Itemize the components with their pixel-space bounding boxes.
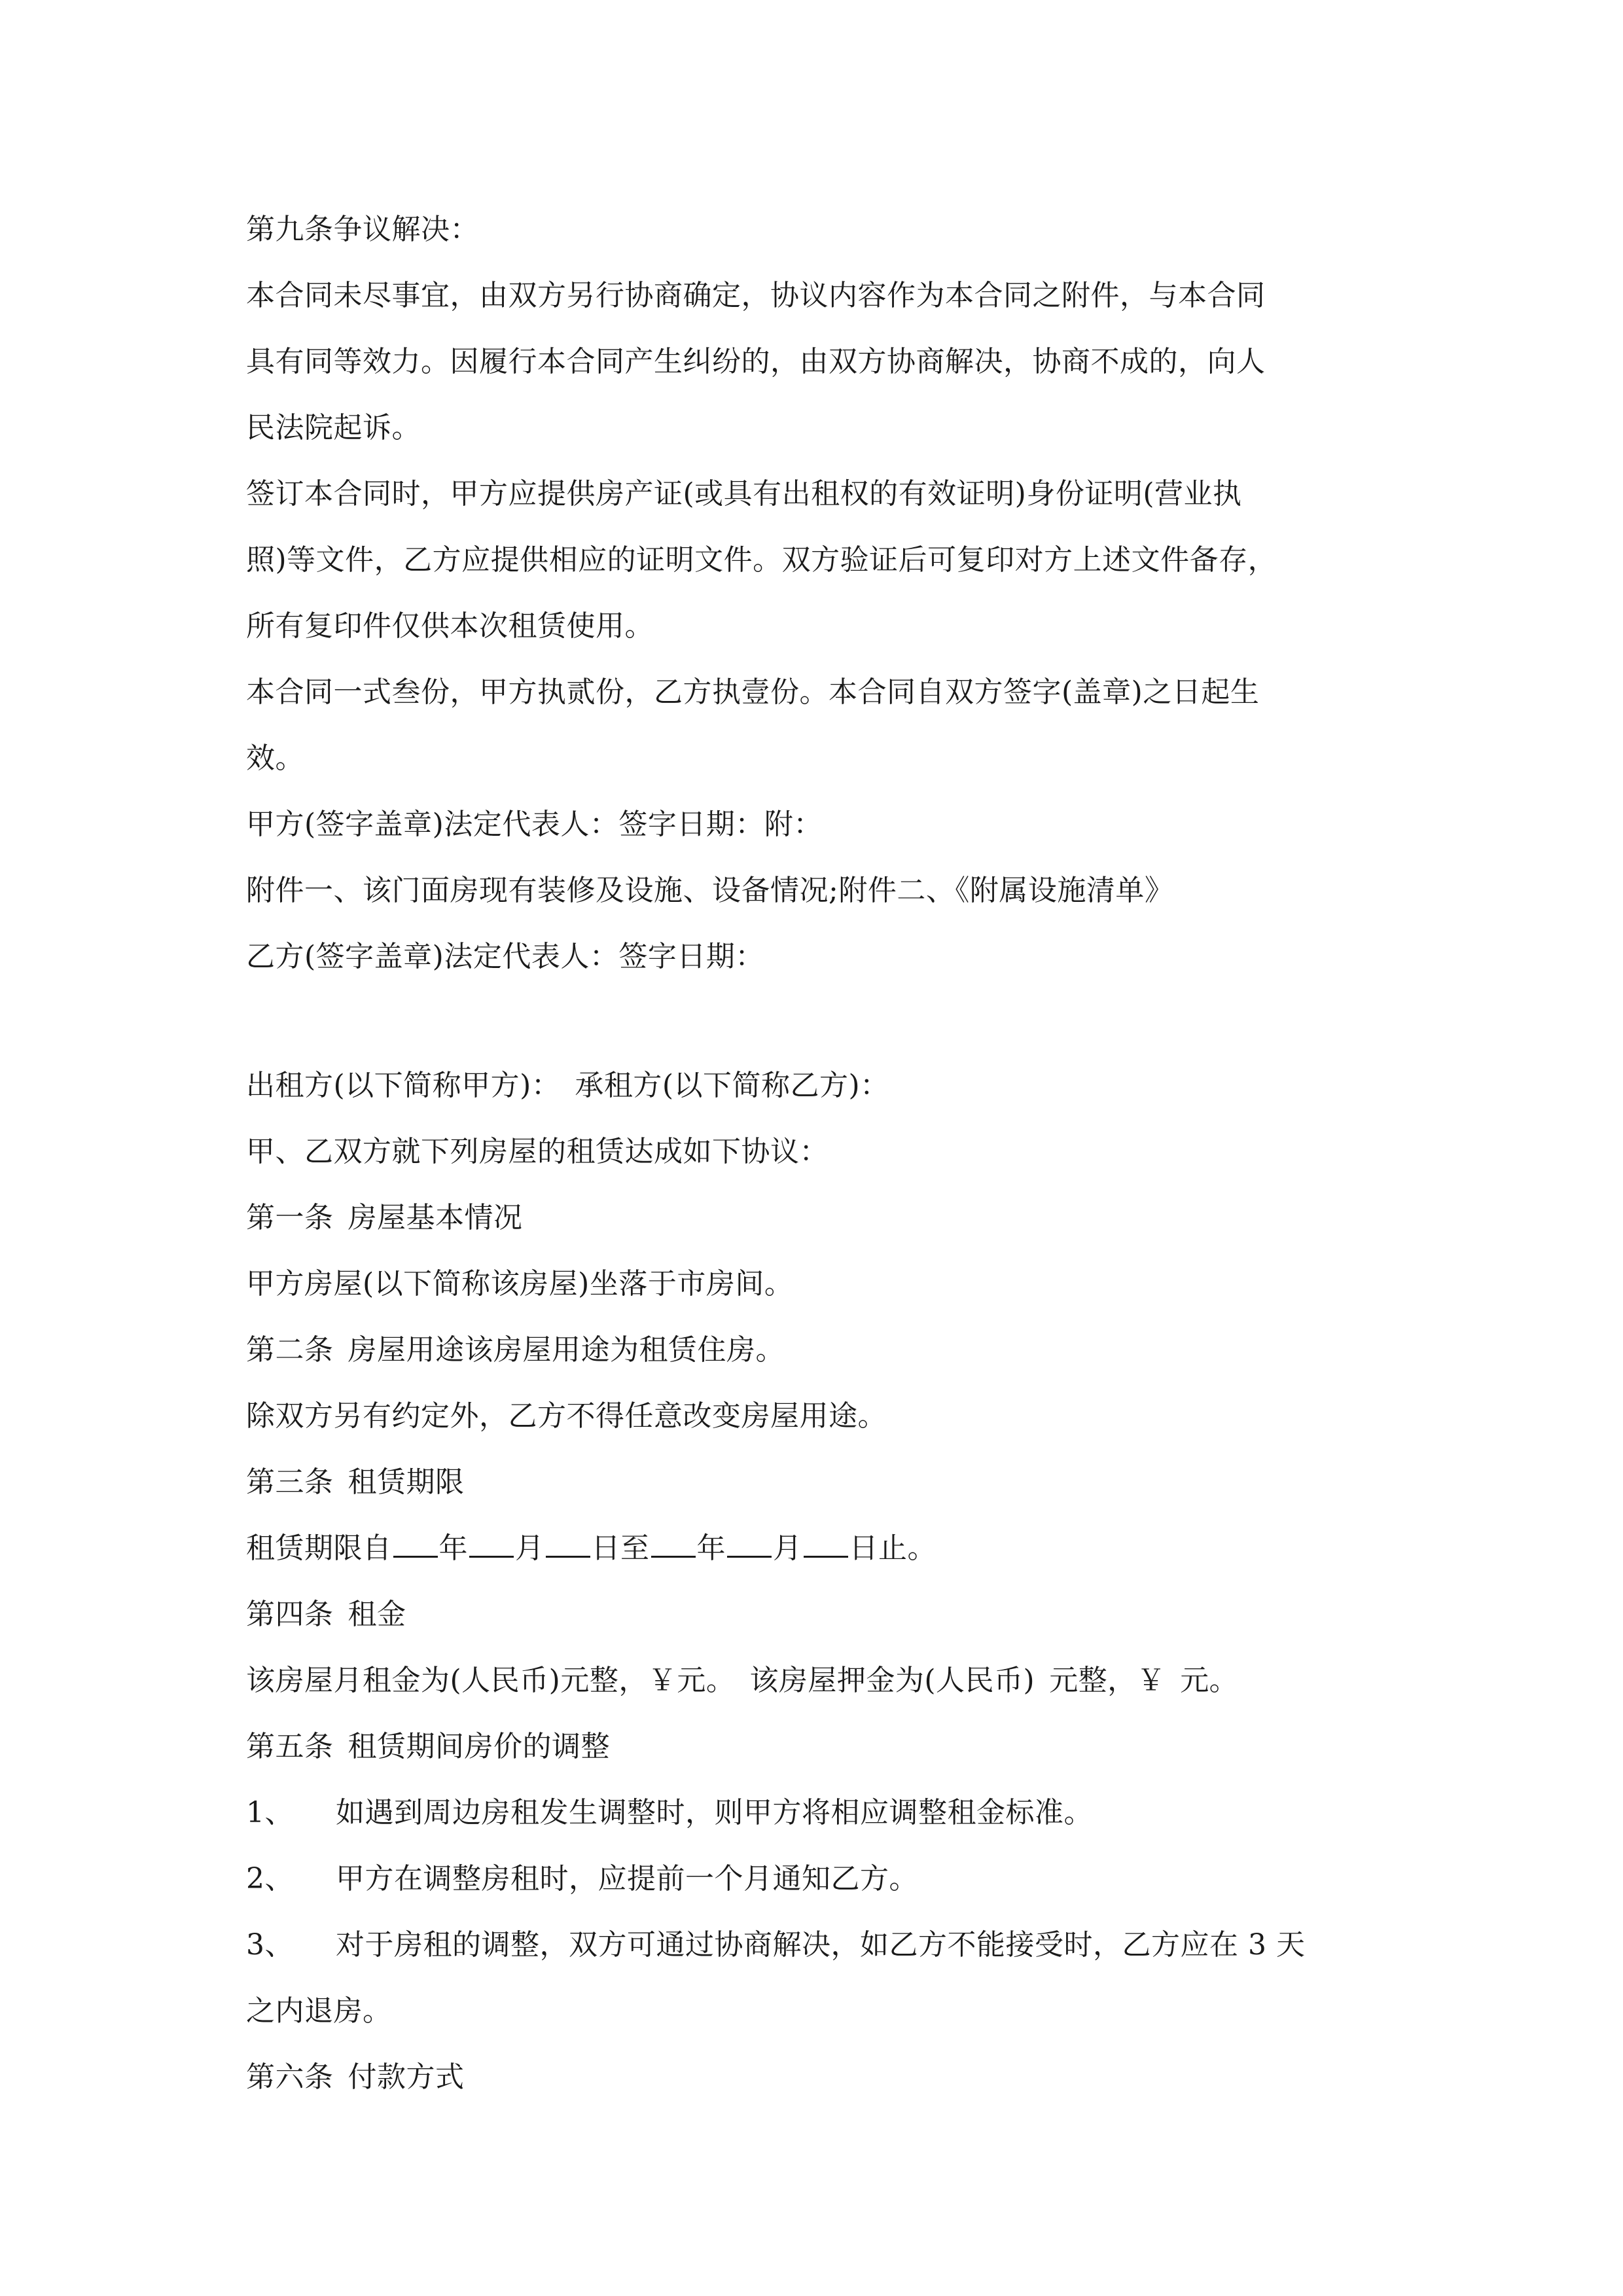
term-year-label: 年	[438, 1532, 468, 1565]
list-item	[246, 1780, 1388, 1846]
article-3-heading	[246, 1449, 1388, 1515]
lessor-label: 出租方(以下简称甲方)：	[246, 1069, 561, 1102]
blank-field	[651, 1534, 696, 1558]
lessee-label: 承租方(以下简称乙方)：	[575, 1069, 889, 1102]
item-text: 对于房租的调整，双方可通过协商解决，如乙方不能接受时，乙方应在 3 天	[336, 1928, 1306, 1962]
article-title: 付款方式	[348, 2060, 465, 2094]
article-number: 第四条	[246, 1598, 334, 1631]
article-4-heading	[246, 1581, 1388, 1647]
item-text: 甲方在调整房租时，应提前一个月通知乙方。	[336, 1862, 918, 1895]
paragraph-line: 民法院起诉。	[246, 411, 421, 444]
paragraph-line: 本合同未尽事宜，由双方另行协商确定，协议内容作为本合同之附件，与本合同	[246, 279, 1266, 312]
article-2-heading	[246, 1317, 1388, 1383]
term-month-label: 月	[515, 1532, 544, 1565]
blank-field	[393, 1534, 438, 1558]
article-number: 第五条	[246, 1730, 334, 1763]
item-number: 1、	[246, 1796, 294, 1829]
document-body	[246, 196, 1388, 2110]
article-title: 房屋用途该房屋用途为租赁住房。	[348, 1333, 785, 1367]
article-number: 第三条	[246, 1465, 334, 1499]
article-title: 租金	[348, 1598, 406, 1631]
blank-field	[727, 1534, 772, 1558]
list-item	[246, 1846, 1388, 1912]
article-5-heading	[246, 1713, 1388, 1780]
article-title: 租赁期间房价的调整	[348, 1730, 610, 1763]
article-1-text: 甲方房屋(以下简称该房屋)坐落于市房间。	[246, 1267, 794, 1300]
article-number: 第一条	[246, 1201, 334, 1234]
term-day-end-label: 日止。	[849, 1532, 936, 1565]
section-gap	[246, 990, 1388, 1052]
paragraph-line: 照)等文件，乙方应提供相应的证明文件。双方验证后可复印对方上述文件备存，	[246, 543, 1277, 577]
party-b-signature-line: 乙方(签字盖章)法定代表人：签字日期：	[246, 940, 764, 973]
paragraph-line: 签订本合同时，甲方应提供房产证(或具有出租权的有效证明)身份证明(营业执	[246, 477, 1242, 511]
blank-field	[469, 1534, 514, 1558]
lease-term-line	[246, 1515, 1388, 1581]
article-title: 租赁期限	[348, 1465, 465, 1499]
article-title: 房屋基本情况	[348, 1201, 523, 1234]
term-year-label: 年	[696, 1532, 726, 1565]
term-month-label: 月	[773, 1532, 802, 1565]
blank-field	[546, 1534, 590, 1558]
article-1-heading	[246, 1185, 1388, 1251]
rent-line	[246, 1647, 1388, 1713]
article-number: 第二条	[246, 1333, 334, 1367]
term-prefix: 租赁期限自	[246, 1532, 392, 1565]
list-item-continuation: 之内退房。	[246, 1994, 392, 2028]
article-9-heading: 第九条争议解决：	[246, 213, 479, 246]
deposit-amount-text: 元整，￥	[1049, 1664, 1166, 1697]
deposit-text: 该房屋押金为(人民币)	[749, 1664, 1035, 1697]
article-6-heading	[246, 2044, 1388, 2110]
deposit-unit-text: 元。	[1180, 1664, 1239, 1697]
item-number: 3、	[246, 1928, 294, 1962]
monthly-rent-text: 该房屋月租金为(人民币)元整，￥元。	[246, 1664, 736, 1697]
term-day-to-label: 日至	[591, 1532, 650, 1565]
paragraph-line: 所有复印件仅供本次租赁使用。	[246, 609, 654, 643]
agreement-intro: 甲、乙双方就下列房屋的租赁达成如下协议：	[246, 1135, 829, 1168]
item-number: 2、	[246, 1862, 294, 1895]
list-item	[246, 1912, 1388, 1978]
blank-field	[804, 1534, 848, 1558]
attachments-line: 附件一、该门面房现有装修及设施、设备情况;附件二、《附属设施清单》	[246, 874, 1174, 907]
paragraph-line: 本合同一式叁份，甲方执贰份，乙方执壹份。本合同自双方签字(盖章)之日起生	[246, 675, 1260, 709]
party-a-signature-line: 甲方(签字盖章)法定代表人：签字日期：附：	[246, 808, 823, 841]
article-2-text: 除双方另有约定外，乙方不得任意改变房屋用途。	[246, 1399, 887, 1433]
article-number: 第六条	[246, 2060, 334, 2094]
paragraph-line: 具有同等效力。因履行本合同产生纠纷的，由双方协商解决，协商不成的，向人	[246, 345, 1266, 378]
parties-line	[246, 1052, 1388, 1119]
paragraph-line: 效。	[246, 742, 304, 775]
item-text: 如遇到周边房租发生调整时，则甲方将相应调整租金标准。	[336, 1796, 1093, 1829]
